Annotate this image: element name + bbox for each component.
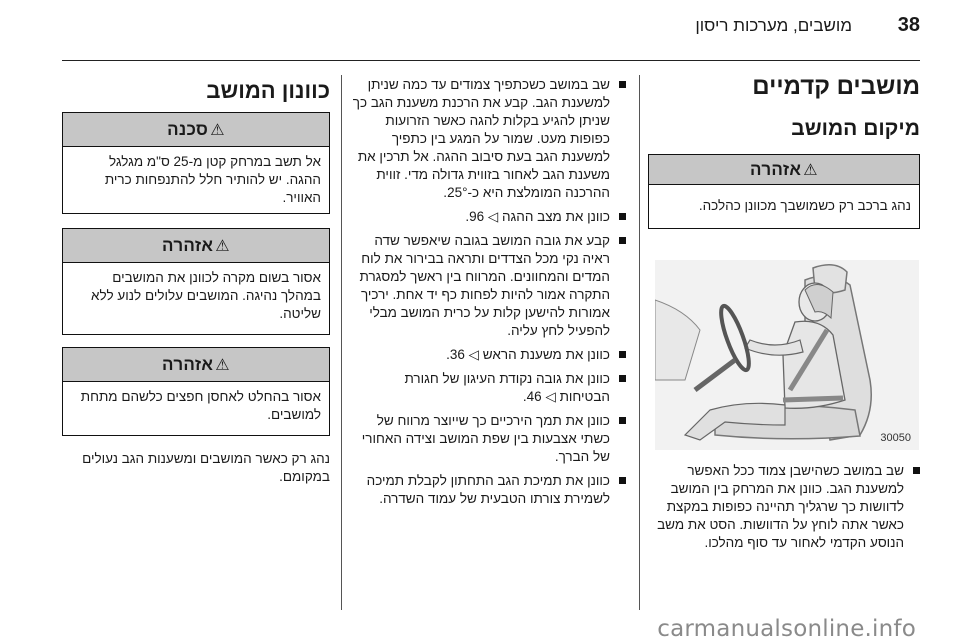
warning-box-seat-adjust xyxy=(648,154,920,229)
locking-note: נהג רק כאשר המושבים ומשענות הגב נעולים במקומם. xyxy=(82,451,330,484)
seat-position-instructions xyxy=(652,462,922,558)
warning-box-text: אסור בשום מקרה לכוונן את המושבים במהלך נהיגה. המושבים עלולים לנוע ללא שליטה. xyxy=(91,270,321,321)
list-item: קבע את גובה המושב בגובה שיאפשר שדה ראיה נקי מכל הצדדים ותראה בבירור את לוח המדים והמחוונים. המרווח בין ראשך למסגרת התקרה אמור להיות לפחות כף יד אחת. ירכיך אמורות להישען קלות על כרית המושב מבלי להפעיל לחץ עליה. xyxy=(352,232,628,340)
subheading-seat-position: מיקום המושב xyxy=(791,117,920,140)
warning-box-title: ⚠אזהרה xyxy=(63,229,329,263)
warning-box-storage xyxy=(62,347,330,436)
list-item: כוונן את משענת הראש ◁ 36. xyxy=(352,346,628,364)
list-item: כוונן את תמיכת הגב התחתון לקבלת תמיכה לשמירת צורתו הטבעית של עמוד השדרה. xyxy=(352,472,628,508)
danger-box-text: אל תשב במרחק קטן מ-25 ס"מ מגלגל ההגה. יש להותיר חלל להתנפחות כרית האוויר. xyxy=(104,154,321,205)
illustration-number: 30050 xyxy=(880,432,911,444)
list-item: כוונן את גובה נקודת העיגון של חגורת הבטיחות ◁ 46. xyxy=(352,370,628,406)
driver-seat-illustration xyxy=(655,260,919,450)
warning-box-driving xyxy=(62,228,330,335)
page-number: 38 xyxy=(897,14,920,36)
warning-triangle-icon: ⚠ xyxy=(210,122,225,139)
warning-triangle-icon: ⚠ xyxy=(803,162,818,179)
header-rule xyxy=(62,60,920,61)
page-header-title: מושבים, מערכות ריסון xyxy=(695,16,852,35)
list-item: כוונן את מצב ההגה ◁ 96. xyxy=(352,208,628,226)
danger-box-title: ⚠סכנה xyxy=(63,113,329,147)
warning-box-text: נהג ברכב רק כשמושבך מכוונן כהלכה. xyxy=(698,198,911,213)
list-item: שב במושב כשהישבן צמוד ככל האפשר למשענת הגב. כוונן את המרחק בין המושב לדוושות כך שרגליך תהיינה כפופות במקצת כאשר אתה לוחץ על הדוושות. הסט את משב הנוסע הקדמי לאחור עד סוף מהלכו. xyxy=(652,462,922,552)
warning-triangle-icon: ⚠ xyxy=(215,357,230,374)
warning-box-title: ⚠אזהרה xyxy=(63,348,329,382)
driver-seated-figure xyxy=(655,260,919,450)
list-item: שב במושב כשכתפיך צמודים עד כמה שניתן למשענת הגב. קבע את הרכנת משענת הגב כך שניתן להגיע בקלות להגה כאשר הזרועות כפופות מעט. שמור על המגע בין כתפיך למשענת הגב בעת סיבוב ההגה. אל תרכין את משענת הגב לאחור בזווית גדולה מדי. זווית ההרכנה המומלצת היא כ-25°. xyxy=(352,76,628,202)
section-heading-seat-adjustment: כוונון המושב xyxy=(206,78,330,103)
watermark-text: carmanualsonline.info xyxy=(657,616,916,642)
seat-adjust-instructions xyxy=(352,76,628,514)
section-heading-front-seats: מושבים קדמיים xyxy=(752,73,920,100)
warning-triangle-icon: ⚠ xyxy=(215,238,230,255)
danger-box xyxy=(62,112,330,214)
list-item: כוונן את תמך הירכיים כך שייוצר מרווח של כשתי אצבעות בין שפת המושב וצידה האחורי של הברך. xyxy=(352,412,628,466)
column-divider-left xyxy=(341,75,342,610)
column-divider-right xyxy=(639,75,640,610)
warning-box-text: אסור בהחלט לאחסן חפצים כלשהם מתחת למושבים. xyxy=(80,389,321,422)
warning-box-title: ⚠אזהרה xyxy=(649,155,919,185)
